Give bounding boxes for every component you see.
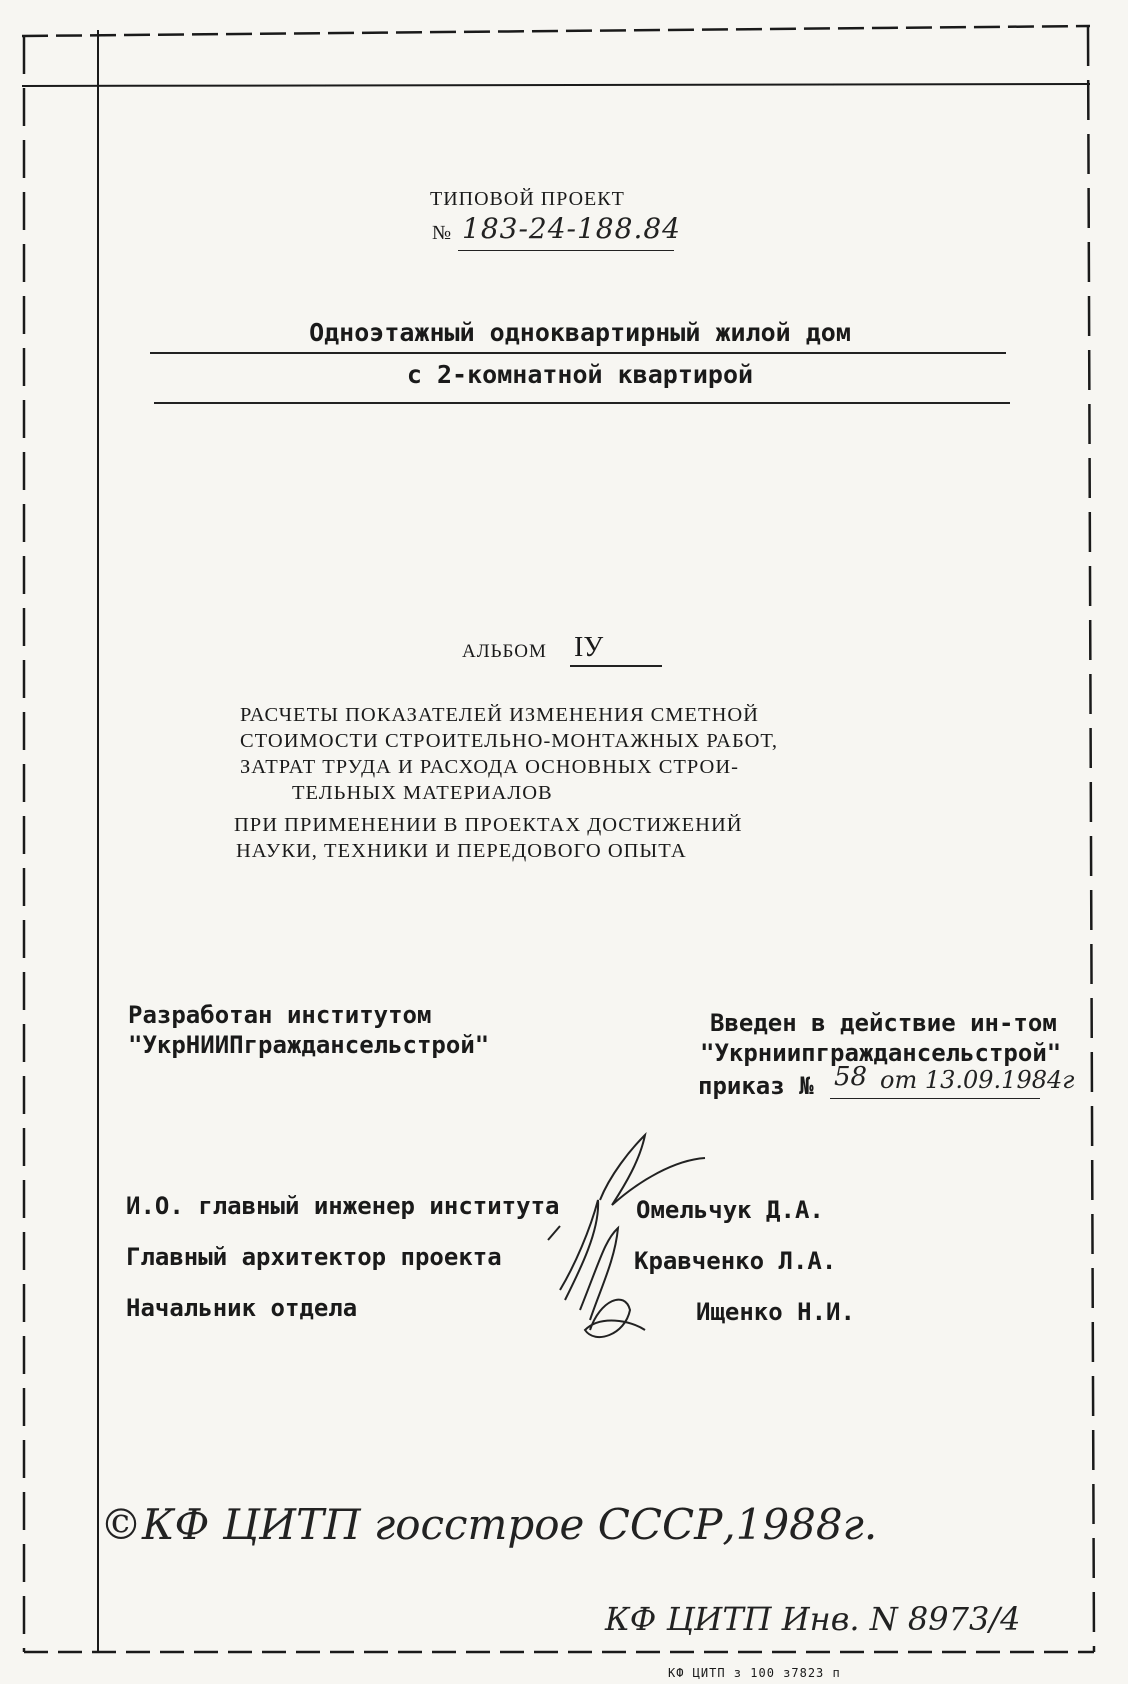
signatory-name: Ищенко Н.И. [696, 1298, 855, 1326]
project-number: 183-24-188.84 [462, 212, 681, 245]
developed-by-line2: "УкрНИИПгражданcельстрой" [128, 1031, 490, 1059]
project-title-line1: Одноэтажный одноквартирный жилой дом [309, 318, 851, 347]
album-label: АЛЬБОМ [462, 641, 547, 662]
introduced-line2: "Укрниипграждансельстрой" [700, 1039, 1062, 1067]
order-number: 58 [834, 1062, 868, 1092]
description-line: НАУКИ, ТЕХНИКИ И ПЕРЕДОВОГО ОПЫТА [236, 840, 687, 862]
description-line: РАСЧЕТЫ ПОКАЗАТЕЛЕЙ ИЗМЕНЕНИЯ СМЕТНОЙ [240, 704, 759, 726]
album-description [234, 702, 779, 864]
inventory-number: КФ ЦИТП Инв. N 8973/4 [605, 1600, 1021, 1638]
order-label: приказ № [698, 1072, 814, 1100]
description-line: ПРИ ПРИМЕНЕНИИ В ПРОЕКТАХ ДОСТИЖЕНИЙ [234, 814, 743, 836]
order-underline [830, 1098, 1040, 1099]
title-rule-2 [154, 402, 1010, 404]
project-number-underline [458, 250, 674, 251]
title-rule-1 [150, 352, 1006, 354]
signature-scribble [548, 1135, 705, 1337]
signatory-name: Кравченко Л.А. [634, 1247, 837, 1275]
developed-by [128, 1000, 489, 1060]
signatory-role: И.О. главный инженер института [126, 1192, 560, 1220]
order-date: от 13.09.1984г [880, 1066, 1075, 1094]
signatory-role: Главный архитектор проекта [126, 1243, 502, 1271]
description-line: СТОИМОСТИ СТРОИТЕЛЬНО-МОНТАЖНЫХ РАБОТ, [240, 730, 779, 752]
album-number: IУ [574, 632, 604, 663]
introduced-by [700, 1008, 1061, 1068]
archive-stamp: КФ ЦИТП з 100 з7823 п [668, 1666, 841, 1680]
project-title-line2: с 2-комнатной квартирой [406, 360, 754, 389]
project-number-prefix: № [432, 222, 453, 244]
signatory-role: Начальник отдела [126, 1294, 358, 1322]
signatory-name: Омельчук Д.А. [636, 1196, 824, 1224]
album-number-underline [570, 665, 662, 667]
description-line: ЗАТРАТ ТРУДА И РАСХОДА ОСНОВНЫХ СТРОИ- [240, 756, 739, 778]
document-type: ТИПОВОЙ ПРОЕКТ [430, 188, 625, 210]
description-line: ТЕЛЬНЫХ МАТЕРИАЛОВ [292, 782, 553, 804]
copyright-note: ©КФ ЦИТП госстрое СССР,1988г. [100, 1500, 878, 1549]
developed-by-line1: Разработан институтом [128, 1001, 432, 1029]
introduced-line1: Введен в действие ин-том [710, 1009, 1057, 1037]
